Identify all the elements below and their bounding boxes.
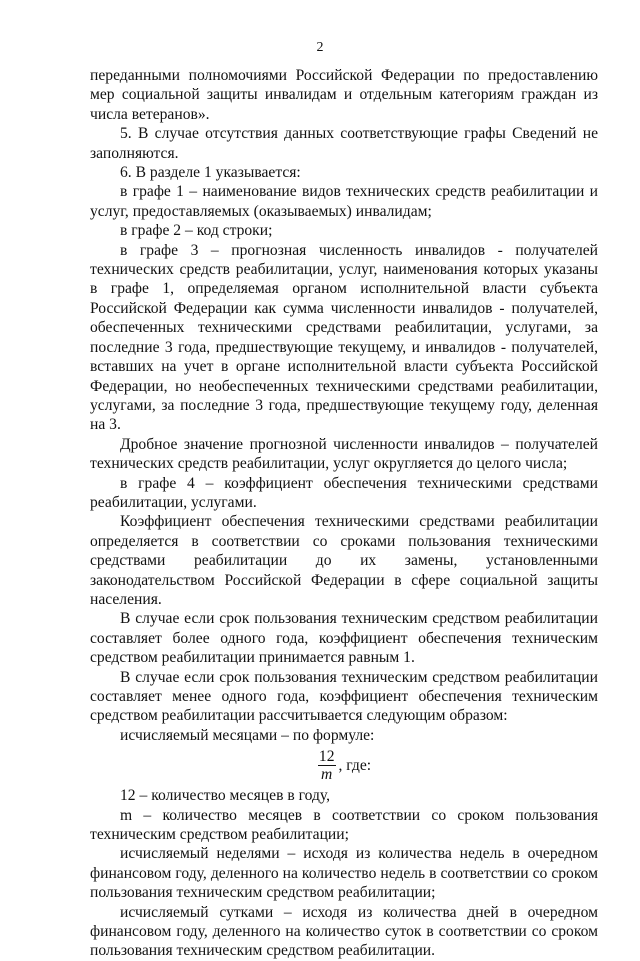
paragraph-by-weeks: исчисляемый неделями – исходя из количества недель в очередном финансовом году, деленного на количество недель в соответствии со сроком пользования техническим средством реабилитации; bbox=[90, 845, 598, 902]
formula bbox=[90, 748, 598, 783]
paragraph-rounding: Дробное значение прогнозной численности инвалидов – получателей технических средств реабилитации, услуг округляется до целого числа; bbox=[90, 435, 598, 473]
paragraph-less-than-year: В случае если срок пользования техническим средством реабилитации составляет менее одного года, коэффициент обеспечения техническим средством реабилитации рассчитывается следующим образом: bbox=[90, 668, 598, 725]
paragraph-column-2: в графе 2 – код строки; bbox=[120, 222, 273, 240]
document-body bbox=[90, 66, 598, 961]
page-number: 2 bbox=[316, 40, 324, 55]
formula-fraction bbox=[317, 748, 337, 783]
formula-tail: , где: bbox=[338, 757, 372, 775]
paragraph-m-definition: m – количество месяцев в соответствии со сроком пользования техническим средством реабилитации; bbox=[90, 806, 598, 844]
paragraph-12-months: 12 – количество месяцев в году, bbox=[120, 787, 331, 805]
paragraph-by-days: исчисляемый сутками – исходя из количества дней в очередном финансовом году, деленного на количество суток в соответствии со сроком пользования техническим средством реабилитации. bbox=[90, 903, 598, 960]
paragraph-by-months: исчисляемый месяцами – по формуле: bbox=[120, 726, 375, 744]
paragraph-column-4: в графе 4 – коэффициент обеспечения техническими средствами реабилитации, услугами. bbox=[90, 474, 598, 511]
formula-denominator: m bbox=[321, 766, 333, 784]
paragraph-coefficient: Коэффициент обеспечения техническими средствами реабилитации определяется в соответствии со сроками пользования техническими средствами реабилитации до их замены, установленными законодательством Российской Федерации в сфере социальной защиты населения. bbox=[90, 513, 598, 608]
formula-numerator: 12 bbox=[318, 748, 335, 766]
paragraph-item-5: 5. В случае отсутствия данных соответствующие графы Сведений не заполняются. bbox=[90, 125, 598, 162]
paragraph-column-3: в графе 3 – прогнозная численность инвалидов - получателей технических средств реабилитации, услуг, наименования которых указаны в графе 1, определяемая органом исполнительной власти субъекта Российской Федерации как сумма численности инвалидов - получателей, обеспеченных техническими средствами реабилитации, услугами, за последние 3 года, предшествующие текущему, и инвалидов - получателей, вставших на учет в органе исполнительной власти субъекта Российской Федерации, но необеспеченных техническими средствами реабилитации, услугами, за последние 3 года, предшествующие текущему году, деленная на 3. bbox=[90, 241, 598, 434]
paragraph-column-1: в графе 1 – наименование видов технических средств реабилитации и услуг, предоставляемых (оказываемых) инвалидам; bbox=[90, 183, 598, 220]
paragraph-item-6: 6. В разделе 1 указывается: bbox=[120, 164, 301, 182]
paragraph-continuation: переданными полномочиями Российской Федерации по предоставлению мер социальной защиты инвалидам и отдельным категориям граждан из числа ветеранов». bbox=[90, 67, 598, 123]
paragraph-more-than-year: В случае если срок пользования техническим средством реабилитации составляет более одного года, коэффициент обеспечения техническим средством реабилитации принимается равным 1. bbox=[90, 610, 598, 667]
